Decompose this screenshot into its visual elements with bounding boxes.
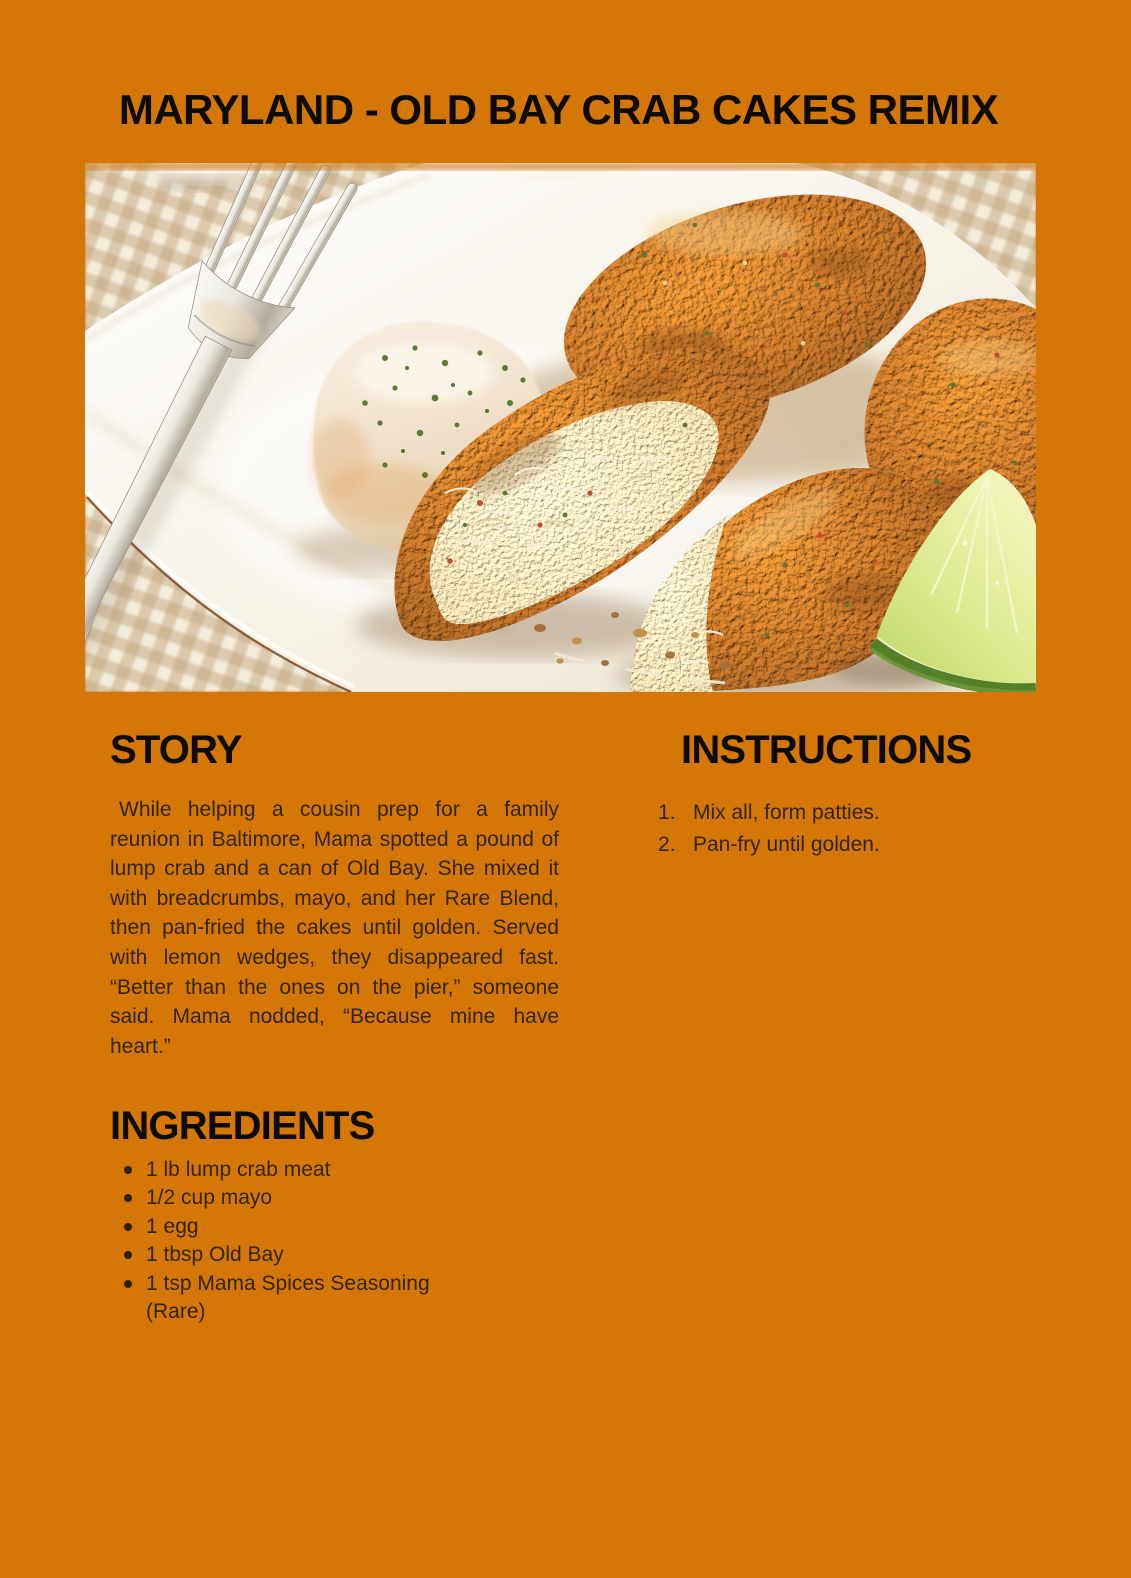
ingredient-item: 1 tbsp Old Bay [123,1241,438,1269]
story-text: While helping a cousin prep for a family reunion in Baltimore, Mama spotted a pound of lump crab and a can of Old Bay. She mixed it with breadcrumbs, mayo, and her Rare Blend, then pan-fried the cakes until golden. Served with lemon wedges, they disappeared fast. “Better than the ones on the pier,” someone said. Mama nodded, “Because mine have heart.” [110,798,559,1058]
ingredient-item: 1 egg [123,1213,438,1241]
ingredient-item: 1 tsp Mama Spices Seasoning (Rare) [123,1270,438,1327]
instructions-heading: INSTRUCTIONS [681,728,972,772]
ingredient-item: 1 lb lump crab meat [123,1156,438,1184]
instructions-list [658,797,880,860]
instruction-step: Pan-fry until golden. [693,832,880,856]
ingredients-heading: INGREDIENTS [110,1104,375,1148]
page-title: MARYLAND - OLD BAY CRAB CAKES REMIX [118,86,999,133]
instruction-step: Mix all, form patties. [693,801,880,824]
story-heading: STORY [110,728,242,772]
crab-cakes-photo [85,163,1036,692]
ingredient-item: 1/2 cup mayo [123,1184,438,1212]
ingredients-list [123,1156,438,1326]
